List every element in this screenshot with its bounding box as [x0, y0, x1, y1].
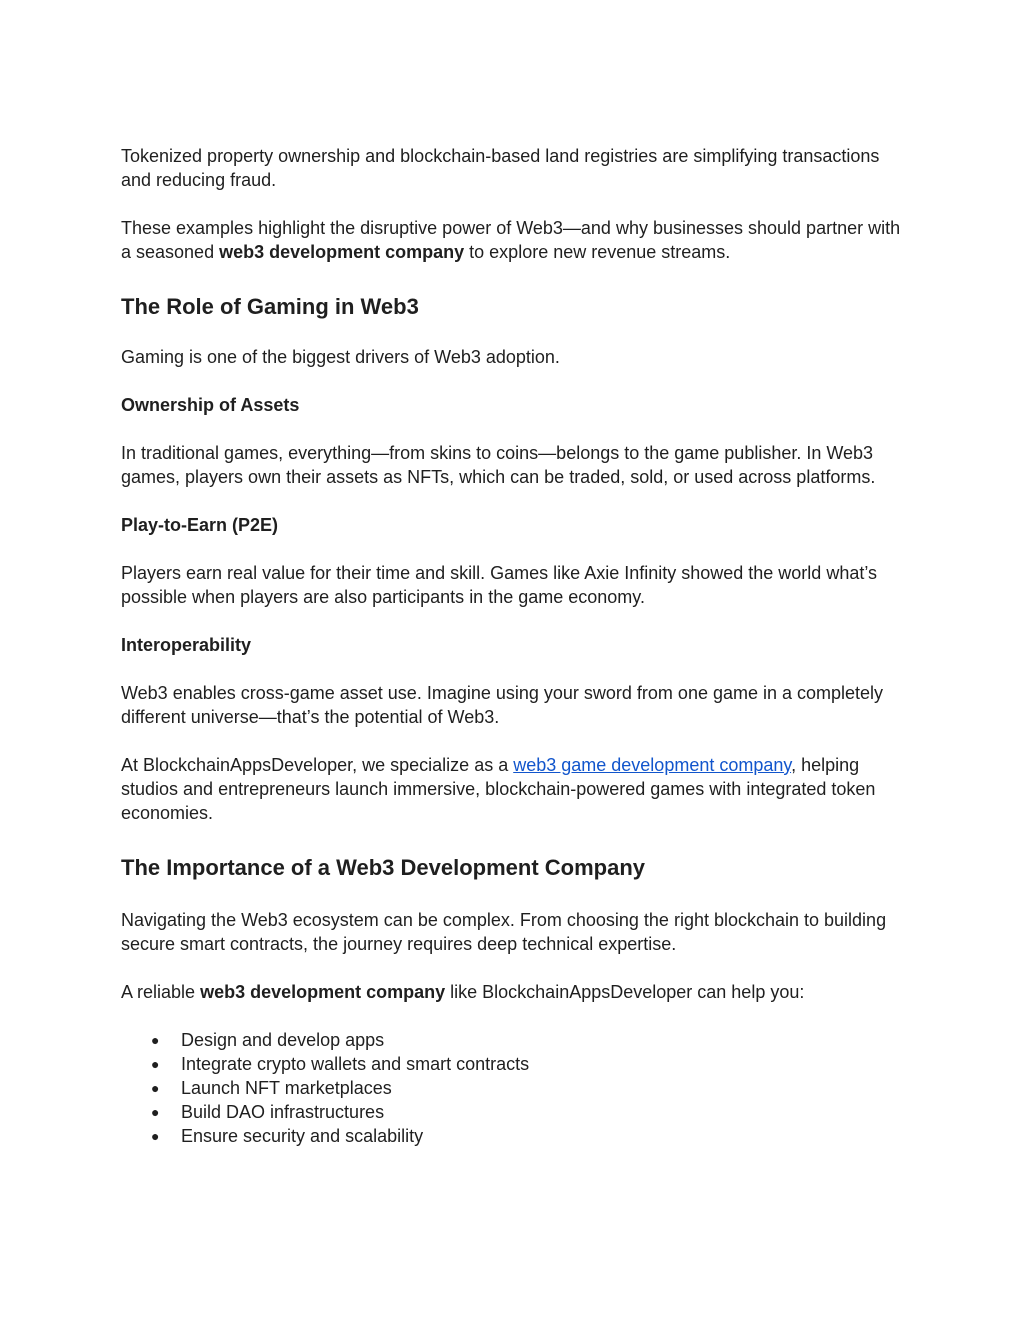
paragraph-interoperability: Web3 enables cross-game asset use. Imagine using your sword from one game in a completely different universe—that’s the potential of Web3.	[121, 683, 884, 727]
list-item-label: Integrate crypto wallets and smart contracts	[181, 1054, 530, 1074]
subheading-ownership: Ownership of Assets	[121, 395, 300, 415]
web3-game-development-link[interactable]: web3 game development company	[513, 755, 792, 775]
paragraph-importance-intro: Navigating the Web3 ecosystem can be complex. From choosing the right blockchain to building secure smart contracts, the journey requires deep technical expertise.	[121, 910, 887, 954]
bullet-icon: ●	[151, 1104, 160, 1120]
paragraph-ownership: In traditional games, everything—from skins to coins—belongs to the game publisher. In Web3 games, players own their assets as NFTs, which can be traded, sold, or used across platforms.	[121, 443, 876, 487]
heading-importance: The Importance of a Web3 Development Company	[121, 855, 646, 880]
bullet-icon: ●	[151, 1056, 160, 1072]
bullet-icon: ●	[151, 1032, 160, 1048]
list-item	[121, 1076, 911, 1100]
bullet-list	[121, 1028, 911, 1148]
text-run: to explore new revenue streams.	[464, 242, 731, 262]
paragraph-disruptive-power	[121, 216, 911, 264]
text-run: like BlockchainAppsDeveloper can help you:	[445, 982, 805, 1002]
list-item-label: Build DAO infrastructures	[181, 1102, 385, 1122]
bold-keyword: web3 development company	[200, 982, 446, 1002]
text-run: These examples highlight the disruptive power of Web3—and why businesses should partner with a seasoned	[121, 218, 901, 262]
paragraph-help	[121, 980, 911, 1004]
text-run: A reliable	[121, 982, 201, 1002]
list-item	[121, 1100, 911, 1124]
bold-keyword: web3 development company	[219, 242, 465, 262]
text-run: At BlockchainAppsDeveloper, we specialize as a	[121, 755, 514, 775]
bullet-icon: ●	[151, 1080, 160, 1096]
subheading-play-to-earn: Play-to-Earn (P2E)	[121, 515, 279, 535]
list-item	[121, 1052, 911, 1076]
paragraph-play-to-earn: Players earn real value for their time and skill. Games like Axie Infinity showed the world what’s possible when players are also participants in the game economy.	[121, 563, 878, 607]
paragraph-gaming-intro: Gaming is one of the biggest drivers of Web3 adoption.	[121, 347, 560, 367]
list-item-label: Ensure security and scalability	[181, 1126, 424, 1146]
list-item	[121, 1028, 911, 1052]
text-run: , helping studios and entrepreneurs launch immersive, blockchain-powered games with integrated token economies.	[121, 755, 876, 823]
list-item-label: Launch NFT marketplaces	[181, 1078, 392, 1098]
paragraph-company	[121, 753, 911, 825]
subheading-interoperability: Interoperability	[121, 635, 252, 655]
list-item-label: Design and develop apps	[181, 1030, 385, 1050]
bullet-icon: ●	[151, 1128, 160, 1144]
document-page	[121, 144, 911, 1148]
paragraph-tokenized-property: Tokenized property ownership and blockchain-based land registries are simplifying transactions and reducing fraud.	[121, 146, 880, 190]
list-item	[121, 1124, 911, 1148]
heading-role-of-gaming: The Role of Gaming in Web3	[121, 294, 419, 319]
